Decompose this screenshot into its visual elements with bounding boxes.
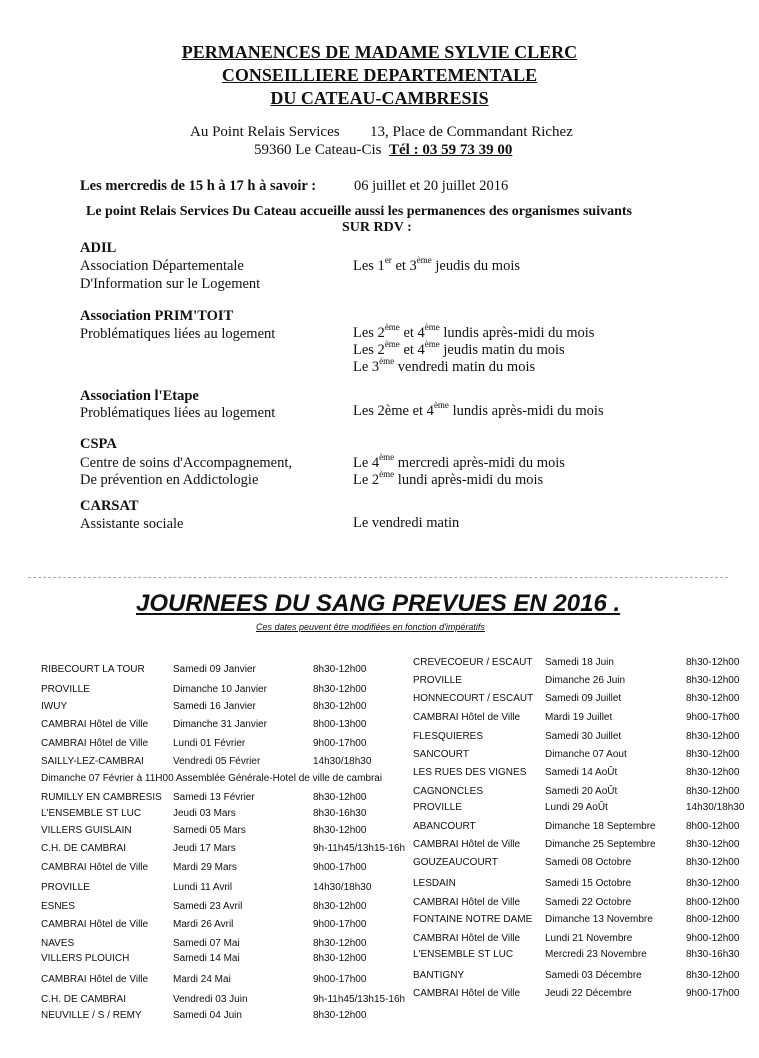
right-row-time: 8h30-12h00 [686,749,740,760]
intro-line-2: SUR RDV : [342,220,412,235]
right-row-place: SANCOURT [413,749,469,760]
right-row-time: 9h00-12h00 [686,933,740,944]
org-etape-desc: Problématiques liées au logement [80,405,276,421]
right-row-place: CAMBRAI Hôtel de Ville [413,839,521,850]
left-row-date: Mardi 24 Mai [173,974,231,985]
org-adil-desc-2: D'Information sur le Logement [80,276,261,292]
right-row-date: Samedi 09 Juillet [545,693,622,704]
left-row-place: Dimanche 07 Février à 11H00 Assemblée Générale-Hotel de ville de cambrai [41,773,383,784]
right-row-date: Mercredi 23 Novembre [545,949,647,960]
right-row-date: Samedi 20 AoÛt [545,786,618,797]
org-carsat-desc: Assistante sociale [80,516,184,532]
left-row-date: Samedi 04 Juin [173,1010,242,1021]
org-primtoit-name: Association PRIM'TOIT [80,308,234,324]
left-row-place: RIBECOURT LA TOUR [41,664,145,675]
left-row-time: 9h-11h45/13h15-16h [313,994,406,1005]
left-row-time: 8h00-13h00 [313,719,367,730]
left-row-place: C.H. DE CAMBRAI [41,843,127,854]
schedule-dates: 06 juillet et 20 juillet 2016 [354,178,509,194]
right-row-time: 8h30-12h00 [686,857,740,868]
left-row-place: VILLERS GUISLAIN [41,825,132,836]
left-row-date: Dimanche 10 Janvier [173,684,267,695]
right-row-date: Dimanche 18 Septembre [545,821,656,832]
address-telephone: Tél : 03 59 73 39 00 [389,142,513,158]
right-row-time: 8h00-12h00 [686,897,740,908]
right-row-date: Jeudi 22 Décembre [545,988,632,999]
left-row-place: PROVILLE [41,882,90,893]
org-adil-name: ADIL [80,240,117,256]
left-row-time: 9h00-17h00 [313,919,367,930]
right-row-time: 8h30-12h00 [686,970,740,981]
right-row-time: 8h00-12h00 [686,821,740,832]
left-row-place: VILLERS PLOUICH [41,953,130,964]
right-row-date: Dimanche 25 Septembre [545,839,656,850]
left-row-place: L'ENSEMBLE ST LUC [41,808,142,819]
left-row-time: 8h30-12h00 [313,701,367,712]
left-row-date: Samedi 14 Mai [173,953,240,964]
right-row-place: CAMBRAI Hôtel de Ville [413,712,521,723]
org-cspa-desc-1: Centre de soins d'Accompagnement, [80,455,292,471]
org-primtoit-desc: Problématiques liées au logement [80,326,276,342]
left-row-date: Mardi 29 Mars [173,862,237,873]
left-row-place: CAMBRAI Hôtel de Ville [41,719,149,730]
right-row-place: CAMBRAI Hôtel de Ville [413,933,521,944]
right-row-date: Samedi 15 Octobre [545,878,632,889]
right-row-time: 8h30-12h00 [686,731,740,742]
left-row-place: CAMBRAI Hôtel de Ville [41,919,149,930]
right-row-date: Lundi 21 Novembre [545,933,633,944]
org-etape-schedule: Les 2ème et 4ème lundis après-midi du mois [353,400,604,419]
left-row-date: Samedi 09 Janvier [173,664,256,675]
right-row-place: GOUZEAUCOURT [413,857,498,868]
left-row-time: 14h30/18h30 [313,756,372,767]
org-carsat-name: CARSAT [80,498,139,514]
left-row-time: 9h00-17h00 [313,974,367,985]
right-row-time: 9h00-17h00 [686,988,740,999]
right-row-date: Samedi 08 Octobre [545,857,632,868]
left-row-time: 9h00-17h00 [313,862,367,873]
address-street: 13, Place de Commandant Richez [370,124,573,140]
org-primtoit-schedule-3: Le 3ème vendredi matin du mois [353,356,536,375]
left-row-place: CAMBRAI Hôtel de Ville [41,738,149,749]
left-row-date: Mardi 26 Avril [173,919,234,930]
org-cspa-schedule-2: Le 2ème lundi après-midi du mois [353,469,544,488]
right-row-time: 8h30-16h30 [686,949,740,960]
right-row-date: Samedi 18 Juin [545,657,614,668]
left-row-time: 8h30-16h30 [313,808,367,819]
left-row-date: Samedi 13 Février [173,792,255,803]
left-row-place: C.H. DE CAMBRAI [41,994,127,1005]
right-row-time: 8h30-12h00 [686,693,740,704]
right-row-place: CAGNONCLES [413,786,484,797]
left-row-date: Vendredi 03 Juin [173,994,248,1005]
org-primtoit-schedule-1: Les 2ème et 4ème lundis après-midi du mois [353,322,595,341]
right-row-time: 8h30-12h00 [686,878,740,889]
right-row-date: Samedi 03 Décembre [545,970,642,981]
left-row-time: 9h-11h45/13h15-16h [313,843,406,854]
left-row-place: ESNES [41,901,75,912]
left-row-place: NEUVILLE / S / REMY [41,1010,142,1021]
left-row-time: 8h30-12h00 [313,938,367,949]
org-cspa-desc-2: De prévention en Addictologie [80,472,259,488]
left-row-date: Lundi 11 Avril [173,882,233,893]
left-row-time: 8h30-12h00 [313,953,367,964]
section-divider [28,577,728,578]
right-row-place: ABANCOURT [413,821,476,832]
right-row-place: LESDAIN [413,878,456,889]
right-row-date: Dimanche 26 Juin [545,675,626,686]
org-carsat-schedule: Le vendredi matin [353,515,460,531]
left-row-time: 8h30-12h00 [313,901,367,912]
right-row-time: 8h30-12h00 [686,675,740,686]
left-row-time: 14h30/18h30 [313,882,372,893]
header-title-line-3: DU CATEAU-CAMBRESIS [270,88,489,108]
left-row-place: IWUY [41,701,68,712]
left-row-place: CAMBRAI Hôtel de Ville [41,862,149,873]
left-row-date: Samedi 16 Janvier [173,701,256,712]
right-row-date: Dimanche 13 Novembre [545,914,653,925]
right-row-date: Samedi 30 Juillet [545,731,622,742]
right-row-date: Samedi 22 Octobre [545,897,632,908]
left-row-time: 9h00-17h00 [313,738,367,749]
right-row-time: 9h00-17h00 [686,712,740,723]
right-row-time: 14h30/18h30 [686,802,745,813]
left-row-place: RUMILLY EN CAMBRESIS [41,792,162,803]
right-row-date: Samedi 14 AoÛt [545,767,618,778]
right-row-date: Lundi 29 AoÛt [545,802,608,813]
address-city: 59360 Le Cateau-Cis [254,142,382,158]
left-row-date: Jeudi 03 Mars [173,808,236,819]
org-etape-name: Association l'Etape [80,388,199,404]
right-row-place: FLESQUIERES [413,731,484,742]
left-row-place: CAMBRAI Hôtel de Ville [41,974,149,985]
right-row-place: CAMBRAI Hôtel de Ville [413,897,521,908]
right-row-place: HONNECOURT / ESCAUT [413,693,534,704]
right-row-place: LES RUES DES VIGNES [413,767,527,778]
left-row-date: Lundi 01 Février [173,738,246,749]
left-row-place: PROVILLE [41,684,90,695]
right-row-place: BANTIGNY [413,970,465,981]
right-row-date: Mardi 19 Juillet [545,712,613,723]
right-row-place: L'ENSEMBLE ST LUC [413,949,514,960]
right-row-date: Dimanche 07 Aout [545,749,627,760]
right-row-place: PROVILLE [413,802,462,813]
blood-drive-title: JOURNEES DU SANG PREVUES EN 2016 . [136,590,621,617]
header-title-line-1: PERMANENCES DE MADAME SYLVIE CLERC [181,42,578,62]
right-row-place: CREVECOEUR / ESCAUT [413,657,533,668]
left-row-time: 8h30-12h00 [313,792,367,803]
right-row-time: 8h30-12h00 [686,657,740,668]
address-place: Au Point Relais Services [190,124,340,140]
schedule-label: Les mercredis de 15 h à 17 h à savoir : [80,178,317,194]
left-row-time: 8h30-12h00 [313,1010,367,1021]
org-cspa-schedule-1: Le 4ème mercredi après-midi du mois [353,452,565,471]
right-row-time: 8h30-12h00 [686,786,740,797]
right-row-time: 8h30-12h00 [686,767,740,778]
left-row-date: Samedi 23 Avril [173,901,243,912]
right-row-place: FONTAINE NOTRE DAME [413,914,533,925]
right-row-place: PROVILLE [413,675,462,686]
org-adil-schedule: Les 1er et 3ème jeudis du mois [353,255,520,274]
org-cspa-name: CSPA [80,436,117,452]
org-adil-desc-1: Association Départementale [80,258,244,274]
right-row-time: 8h30-12h00 [686,839,740,850]
left-row-date: Samedi 05 Mars [173,825,246,836]
left-row-date: Jeudi 17 Mars [173,843,236,854]
right-row-time: 8h00-12h00 [686,914,740,925]
left-row-time: 8h30-12h00 [313,684,367,695]
left-row-date: Vendredi 05 Février [173,756,261,767]
left-row-place: SAILLY-LEZ-CAMBRAI [41,756,144,767]
left-row-date: Dimanche 31 Janvier [173,719,267,730]
header-title-line-2: CONSEILLIERE DEPARTEMENTALE [221,65,538,85]
intro-line-1: Le point Relais Services Du Cateau accueille aussi les permanences des organismes suivants [86,204,632,219]
left-row-date: Samedi 07 Mai [173,938,240,949]
org-primtoit-schedule-2: Les 2ème et 4ème jeudis matin du mois [353,339,565,358]
right-row-place: CAMBRAI Hôtel de Ville [413,988,521,999]
left-row-time: 8h30-12h00 [313,664,367,675]
left-row-place: NAVES [41,938,75,949]
left-row-time: 8h30-12h00 [313,825,367,836]
blood-drive-subtitle: Ces dates peuvent être modifiées en fonction d'impératifs [256,622,485,632]
